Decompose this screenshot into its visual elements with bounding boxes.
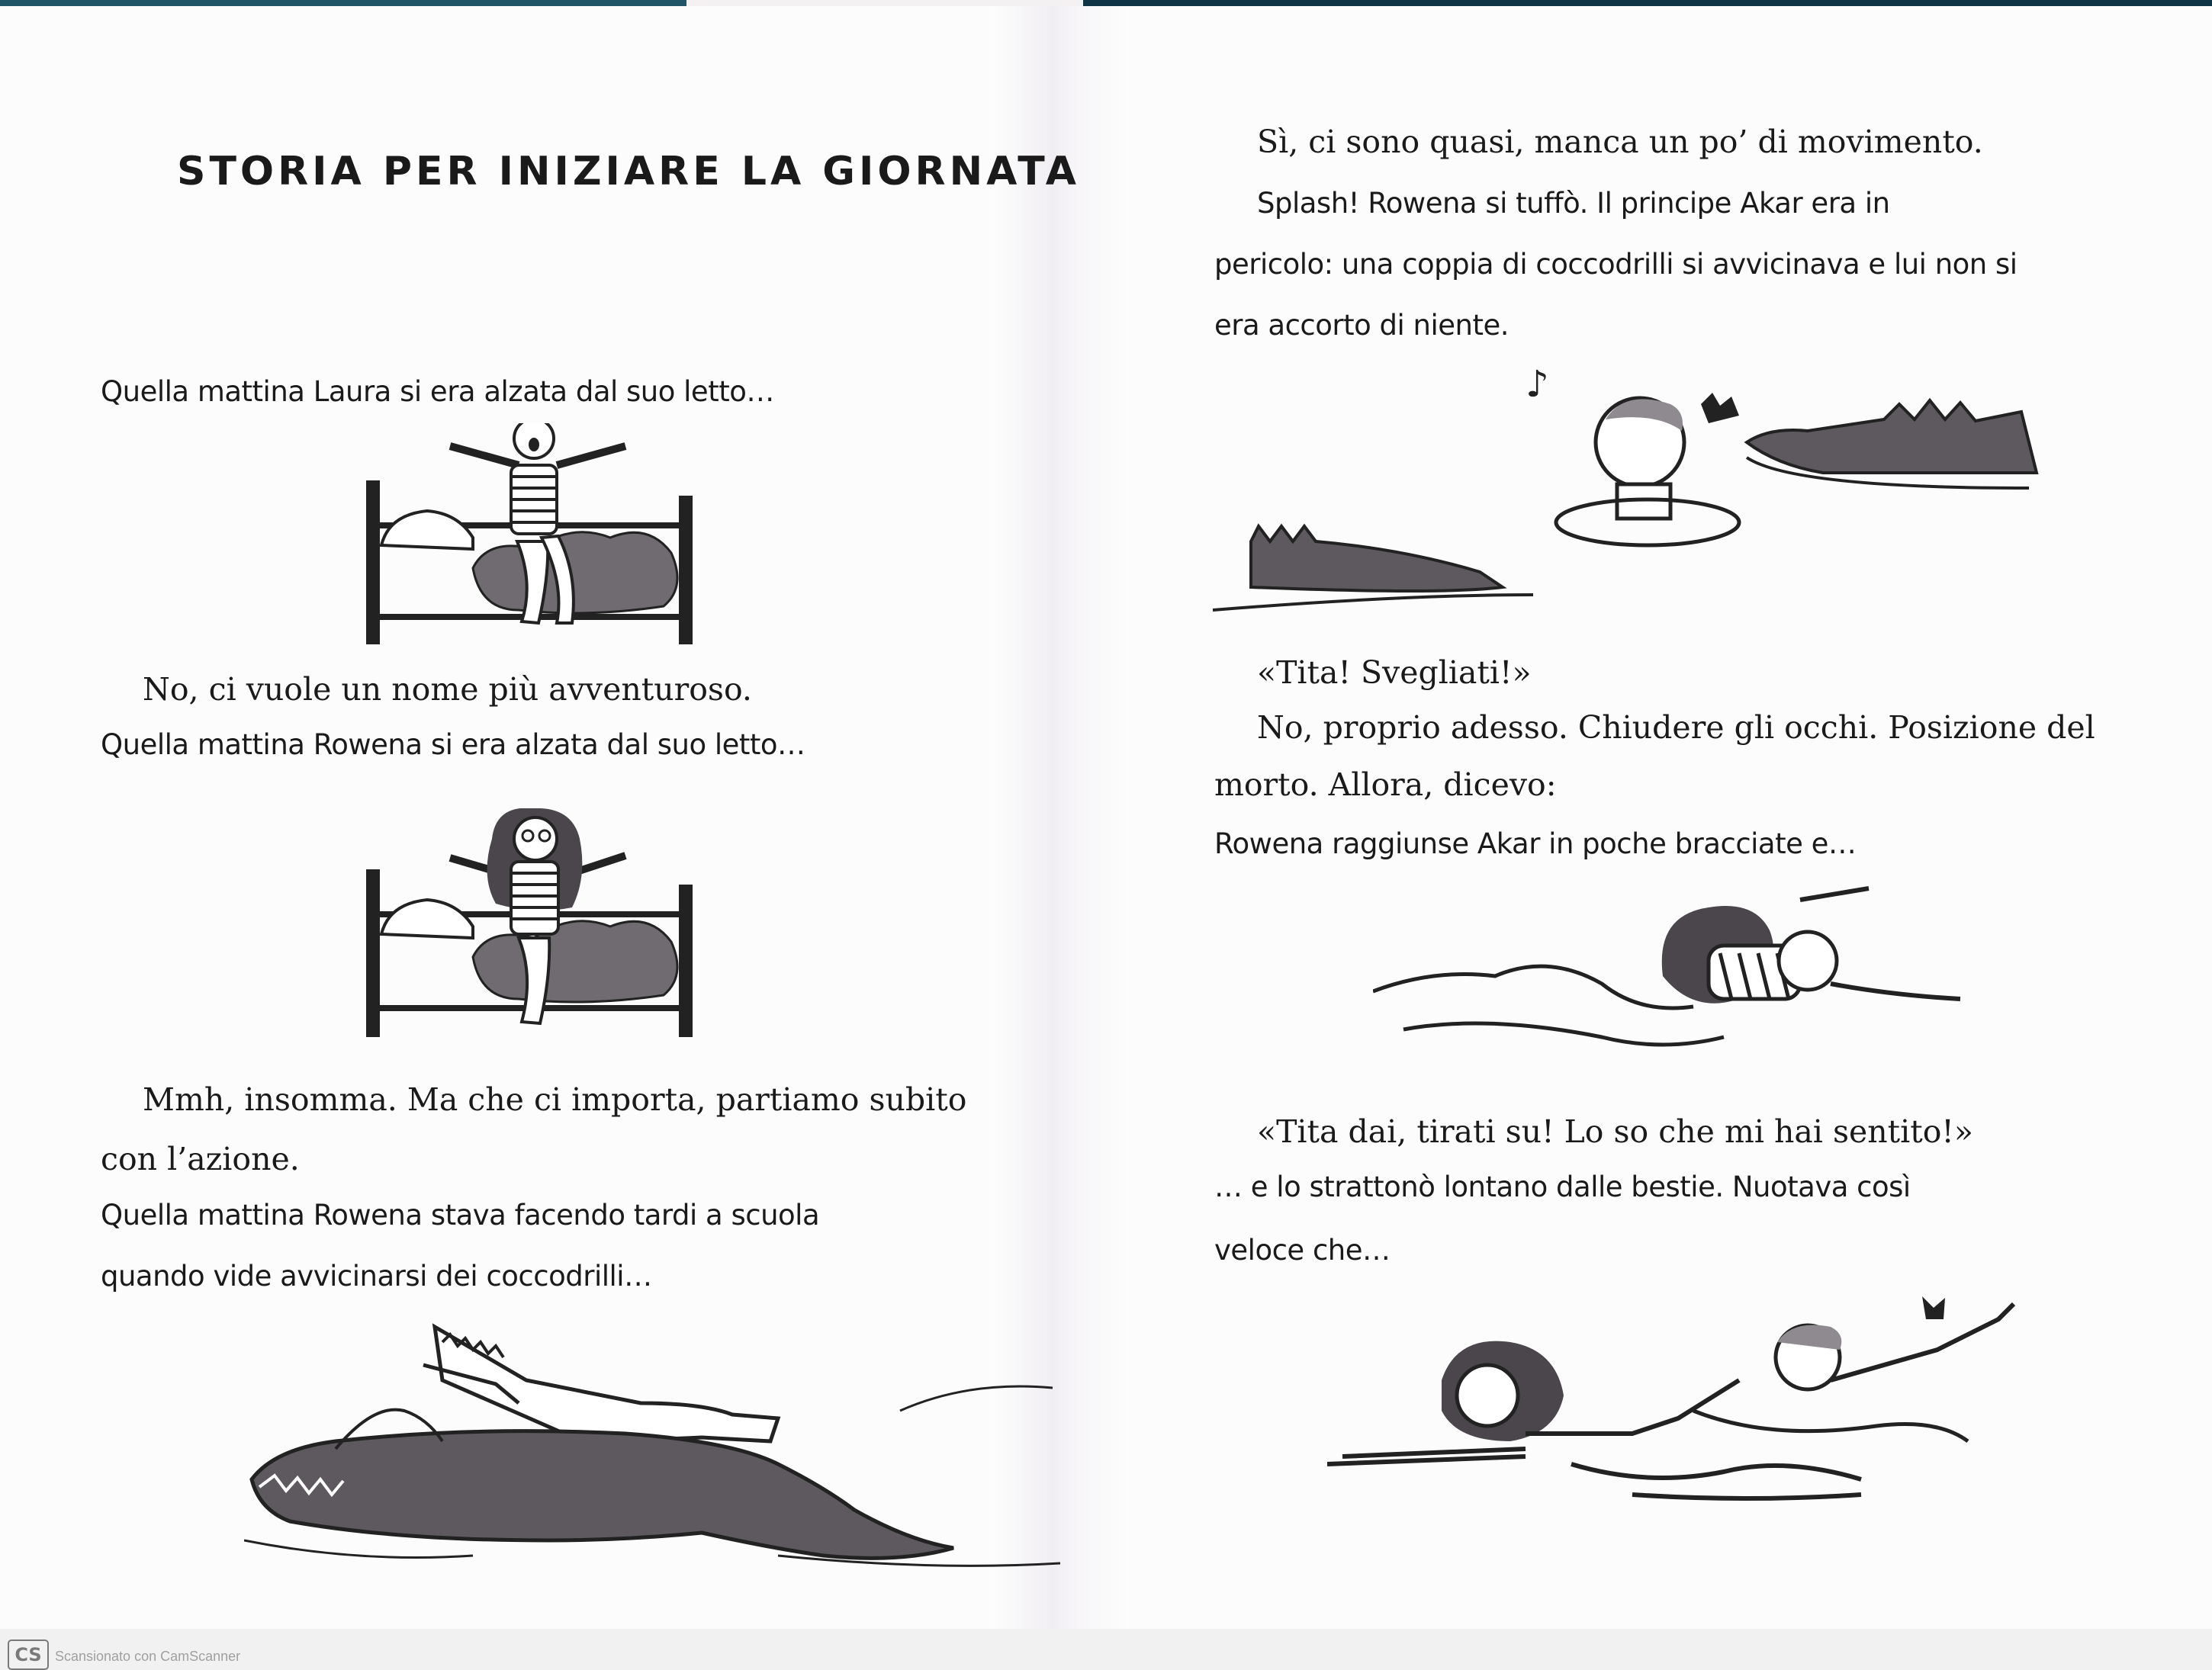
camscanner-watermark: Scansionato con CamScanner — [55, 1649, 241, 1664]
rowena-pulling-akar-illustration — [1327, 1289, 2037, 1517]
prince-and-crocodiles-illustration — [1213, 358, 2052, 625]
svg-text:♪: ♪ — [1526, 363, 1549, 406]
story-line: Quella mattina Rowena si era alzata dal suo letto… — [101, 728, 805, 761]
story-line: Sì, ci sono quasi, manca un po’ di movimento. — [1257, 124, 1983, 160]
story-line: con l’azione. — [101, 1141, 300, 1177]
story-line: quando vide avvicinarsi dei coccodrilli… — [101, 1260, 652, 1293]
story-line: Splash! Rowena si tuffò. Il principe Akar era in — [1257, 187, 1890, 220]
story-line: No, ci vuole un nome più avventuroso. — [143, 671, 752, 708]
story-line: «Tita dai, tirati su! Lo so che mi hai sentito!» — [1257, 1113, 1973, 1150]
story-line: morto. Allora, dicevo: — [1214, 766, 1557, 803]
story-line: No, proprio adesso. Chiudere gli occhi. Posizione del — [1257, 709, 2095, 746]
camscanner-logo: CS — [8, 1639, 49, 1670]
story-line: era accorto di niente. — [1214, 309, 1509, 342]
story-line: Mmh, insomma. Ma che ci importa, partiamo subito — [143, 1081, 967, 1118]
story-line: Rowena raggiunse Akar in poche bracciate e… — [1214, 827, 1857, 860]
scan-background — [0, 1629, 2212, 1670]
story-title: STORIA PER INIZIARE LA GIORNATA — [177, 149, 1080, 194]
story-line: pericolo: una coppia di coccodrilli si avvicinava e lui non si — [1214, 248, 2017, 281]
story-line: «Tita! Svegliati!» — [1257, 654, 1532, 691]
rowena-waking-in-bed-illustration — [358, 808, 709, 1045]
crocodiles-illustration — [244, 1312, 1068, 1594]
story-line: Quella mattina Laura si era alzata dal suo letto… — [101, 375, 774, 408]
rowena-swimming-illustration — [1373, 885, 1983, 1075]
story-line: veloce che… — [1214, 1234, 1391, 1267]
story-line: … e lo strattonò lontano dalle bestie. Nuotava così — [1214, 1171, 1911, 1203]
girl-waking-in-bed-illustration — [358, 423, 709, 652]
story-line: Quella mattina Rowena stava facendo tardi a scuola — [101, 1199, 820, 1232]
book-cover-edge-left — [0, 0, 686, 6]
